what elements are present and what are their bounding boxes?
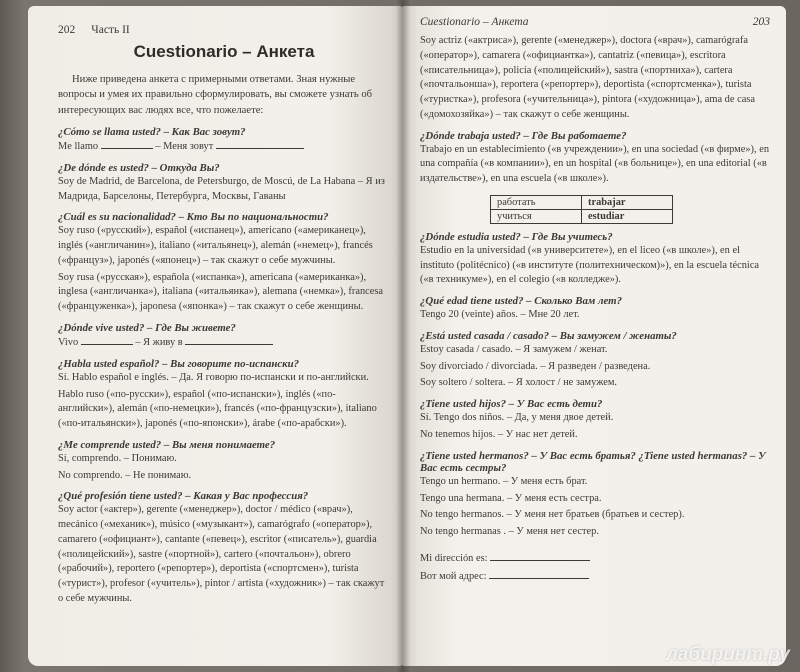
answer-line: Trabajo en un establecimiento («в учреждении»), en una sociedad («в фирме»), en una compañía («в компании»), en un hospital («в больнице»), en una editorial («в издательстве»), en una escuela («в школе»). — [420, 143, 770, 185]
left-running-head — [58, 24, 390, 36]
address-label-ru: Вот мой адрес: — [420, 570, 487, 582]
answer-line: Soy soltero / soltera. – Я холост / не замужем. — [420, 377, 618, 389]
answer-line: Sí. Hablo español e inglés. – Да. Я говорю по-испански и по-английски. — [58, 371, 369, 383]
answer-line: Sí, comprendo. – Понимаю. — [58, 452, 177, 464]
answer-line: No tenemos hijos. – У нас нет детей. — [420, 429, 578, 441]
watermark: лабиринт.ру — [665, 644, 790, 665]
question: ¿Dónde vive usted? – Где Вы живете? — [58, 321, 236, 334]
intro-paragraph: Ниже приведена анкета с примерными ответами. Зная нужные вопросы и умея их правильно сформулировать, вы сможете узнать об интересующих вас людях все, что пожелаете: — [58, 74, 373, 116]
question: ¿Tiene usted hermanos? – У Вас есть братья? ¿Tiene usted hermanas? – У Вас есть сестры? — [420, 449, 766, 474]
answer-text: Me llamo — [58, 141, 101, 153]
answer-line: Estudio en la universidad («в университете»), en el liceo («в школе»), en el instituto (politécnico) («в институте (политехническом)»), en la escuela técnica («в техникуме»), en el colegio («в колледже»). — [420, 244, 760, 286]
answer-line: Soy rusa («русская»), española («испанка»), americana («американка»), inglesa («англичанка»), italiana («итальянка»), alemana («немка»), francesa («француженка»), japonesa («японка») – так скажут о себе женщины. — [58, 271, 384, 313]
fill-blank — [185, 335, 273, 345]
question: ¿Dónde estudia usted? – Где Вы учитесь? — [420, 230, 613, 243]
answer-line: Soy actriz («актриса»), gerente («менеджер»), doctora («врач»), camarógrafa («оператор»), camarera («официантка»), cantatriz («певица»), escritora («писательница»), policía («полицейский»), sastra («портниха»), cartera («почтальонша»), reportera («репортер»), deportista («спортсменка»), turista («туристка»), profesora («учительница»), pintora («художница»), ama de casa («домохозяйка») – так скажут о себе женщины. — [420, 35, 755, 120]
question: ¿De dónde es usted? – Откуда Вы? — [58, 161, 220, 174]
answer-line: No tengo hermanas . – У меня нет сестер. — [420, 526, 599, 538]
vocab-es: trabajar — [582, 195, 673, 209]
answer-line — [58, 139, 390, 155]
answer-line: Tengo una hermana. – У меня есть сестра. — [420, 492, 602, 504]
right-running-head — [420, 16, 770, 28]
address-blank-2 — [489, 569, 589, 579]
address-form — [420, 550, 770, 585]
answer-line: No tengo hermanos. – У меня нет братьев (братьев и сестер). — [420, 509, 685, 521]
fill-blank — [216, 139, 304, 149]
address-blank-1 — [490, 551, 590, 561]
page-number-right: 203 — [752, 16, 770, 28]
vocab-ru: работать — [491, 195, 582, 209]
page-title: Cuestionario – Анкета — [133, 42, 315, 61]
question: ¿Qué edad tiene usted? – Сколько Вам лет? — [420, 295, 622, 308]
answer-line: Soy ruso («русский»), español («испанец»), americano («американец»), inglés («англичанин»), italiano («итальянец»), alemán («немец»), francés («француз»), japonés («японец») – так скажут о себе мужчины. — [58, 225, 373, 266]
left-question-list — [58, 126, 390, 607]
fill-blank — [101, 139, 153, 149]
vocab-table — [490, 195, 673, 224]
question: ¿Habla usted español? – Вы говорите по-испански? — [58, 357, 300, 370]
right-question-list — [420, 34, 770, 540]
right-page — [402, 6, 786, 666]
question: ¿Dónde trabaja usted? – Где Вы работаете? — [420, 129, 627, 142]
left-page — [28, 6, 402, 666]
vocab-row — [491, 209, 673, 223]
question: ¿Cómo se llama usted? – Как Вас зовут? — [58, 126, 246, 139]
answer-text: – Я живу в — [132, 336, 186, 348]
running-title: Cuestionario – Анкета — [420, 16, 529, 28]
answer-text: Vivo — [58, 336, 81, 348]
vocab-es: estudiar — [582, 209, 673, 223]
answer-line: Soy divorciado / divorciada. – Я разведен / разведена. — [420, 360, 651, 372]
vocab-row — [491, 195, 673, 209]
question: ¿Qué profesión tiene usted? – Какая у Вас профессия? — [58, 490, 309, 503]
answer-line: Soy actor («актер»), gerente («менеджер»), doctor / médico («врач»), mecánico («механик»), músico («музыкант»), camarógrafo («оператор»), camarero («официант»), cantante («певец»), escritor («писатель»), guardia («полицейский»), sastre («портной»), cartero («почтальон»), obrero («рабочий»), reportero («репортер»), deportista («спортсмен»), turista («турист»), profesor («учитель»), pintor / artista («художник») – так скажут о себе мужчины. — [58, 504, 385, 604]
answer-line: Soy de Madrid, de Barcelona, de Petersburgo, de Moscú, de La Habana – Я из Мадрида, Барселоны, Петербурга, Москвы, Гаваны — [58, 175, 385, 202]
answer-line: Tengo un hermano. – У меня есть брат. — [420, 475, 588, 487]
answer-line: No comprendo. – Не понимаю. — [58, 469, 192, 481]
address-label-es: Mi dirección es: — [420, 552, 488, 564]
question: ¿Cuál es su nacionalidad? – Кто Вы по национальности? — [58, 211, 329, 224]
part-label: Часть II — [91, 24, 130, 36]
answer-text: – Меня зовут — [152, 141, 216, 153]
answer-line: Sí. Tengo dos niños. – Да, у меня двое детей. — [420, 412, 614, 424]
fill-blank — [81, 335, 133, 345]
question: ¿Tiene usted hijos? – У Вас есть дети? — [420, 398, 603, 411]
question: ¿Está usted casada / casado? – Вы замужем / женаты? — [420, 329, 677, 342]
answer-line: Estoy casada / casado. – Я замужем / женат. — [420, 343, 608, 355]
question: ¿Me comprende usted? – Вы меня понимаете? — [58, 438, 276, 451]
answer-line — [58, 335, 390, 351]
answer-line: Hablo ruso («по-русски»), español («по-испански»), inglés («по-английски»), alemán («по-немецки»), francés («по-французски»), italiano («по-итальянски»), japonés («по-японски»), árabe («по-арабски»). — [58, 388, 377, 430]
vocab-ru: учиться — [491, 209, 582, 223]
page-number-left: 202 — [58, 24, 76, 36]
answer-line: Tengo 20 (veinte) años. – Мне 20 лет. — [420, 309, 580, 321]
